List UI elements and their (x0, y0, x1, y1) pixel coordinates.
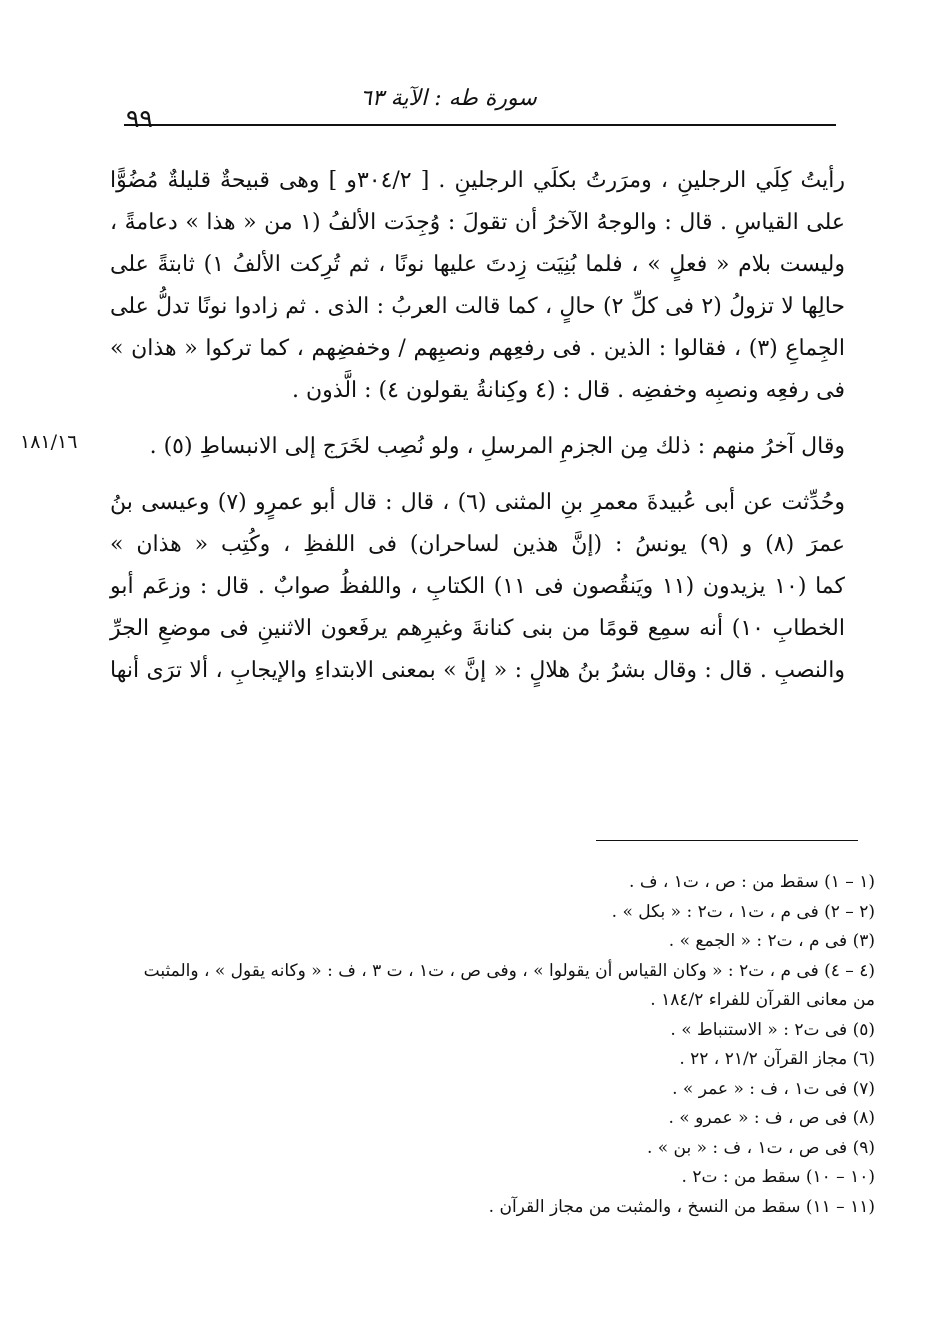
paragraph-gap (110, 412, 845, 426)
text-line: وليست بلام « فعلٍ » ، فلما بُنِيَت زِدتَ عليها نونًا ، ثم تُرِكت الألفُ ١) ثابتةً على (110, 252, 845, 277)
footnote: (١٠ – ١٠) سقط من : ت٢ . (681, 1167, 875, 1187)
running-head: سورة طه : الآية ٦٣ (360, 86, 537, 111)
footnote: (٤ – ٤) فى م ، ت٢ : « وكان القياس أن يقولوا » ، وفى ص ، ت١ ، ت ٣ ، ف : « وكانه يقول » ، والمثبت (143, 960, 875, 981)
footnote: (٩) فى ص ، ت١ ، ف : « بن » . (646, 1137, 875, 1158)
footnote: من معانى القرآن للفراء ١٨٤/٢ . (650, 990, 875, 1010)
text-line: على القياسِ . قال : والوجهُ الآخرُ أن تقولَ : وُجِدَت الألفُ (١ من « هذا » دعامةً ، (110, 210, 846, 235)
text-line: وقال آخرُ منهم : ذلك مِن الجزمِ المرسلِ ، ولو نُصِب لخَرَج إلى الانبساطِ (٥) . (149, 434, 845, 459)
text-line: فى رفعِه ونصبِه وخفضِه . قال : (٤ وكِنانةُ يقولون ٤) : الَّذون . (292, 378, 845, 403)
main-text (110, 160, 845, 692)
footnote: (٧) فى ت١ ، ف : « عمر » . (672, 1078, 875, 1099)
footnote: (١ – ١) سقط من : ص ، ت١ ، ف . (629, 872, 875, 892)
footnote: (٥) فى ت٢ : « الاستنباط » . (670, 1019, 875, 1040)
footnote: (٢ – ٢) فى م ، ت١ ، ت٢ : « بكل » . (611, 901, 875, 922)
text-line: رأيتُ كِلَي الرجلينِ ، ومرَرتُ بكلَي الرجلينِ . [ ٣٠٤/٢و ] وهى قبيحةٌ قليلةٌ مُضُوًّا (110, 168, 845, 193)
text-line: وحُدِّثت عن أبى عُبيدةَ معمرِ بنِ المثنى (٦) ، قال : قال أبو عمرٍو (٧) وعيسى بنُ (110, 490, 846, 515)
footnote: (٦) مجاز القرآن ٢١/٢ ، ٢٢ . (679, 1049, 875, 1069)
text-line: حالِها لا تزولُ (٢ فى كلِّ ٢) حالٍ ، كما قالت العربُ : الذى . ثم زادوا نونًا تدلُّ على (110, 294, 845, 319)
footnote: (١١ – ١١) سقط من النسخ ، والمثبت من مجاز القرآن . (488, 1196, 875, 1217)
text-line: والنصبِ . قال : وقال بشرُ بنُ هلالٍ : « إنَّ » بمعنى الابتداءِ والإيجابِ ، ألا ترَى أنها (110, 658, 845, 683)
footnote: (٣) فى م ، ت٢ : « الجمع » . (668, 931, 875, 951)
paragraph-gap (110, 468, 845, 482)
footnote: (٨) فى ص ، ف : « عمرو » . (668, 1108, 875, 1128)
footnotes (143, 868, 875, 1222)
footnote-rule (596, 840, 858, 841)
text-line: الجِماعِ (٣) ، فقالوا : الذين . فى رفعِهم ونصبِهم / وخفضِهم ، كما تركوا « هذان » (110, 336, 845, 361)
text-line: الخطابِ ١٠) أنه سمِع قومًا من بنى كنانةَ وغيرِهم يرفَعون الاثنينِ فى موضعِ الجرِّ (110, 616, 845, 641)
header-rule (124, 124, 836, 126)
text-line: عمرَ (٨) و (٩) يونسُ : (إنَّ هذين لساحران) فى اللفظِ ، وكُتِب « هذان » (110, 532, 846, 557)
margin-reference: ١٨١/١٦ (20, 431, 78, 453)
text-line: كما (١٠ يزيدون (١١ ويَنقُصون فى ١١) الكتابِ ، واللفظُ صوابٌ . قال : وزعَم أبو (110, 574, 845, 599)
page-number: ٩٩ (126, 104, 153, 133)
